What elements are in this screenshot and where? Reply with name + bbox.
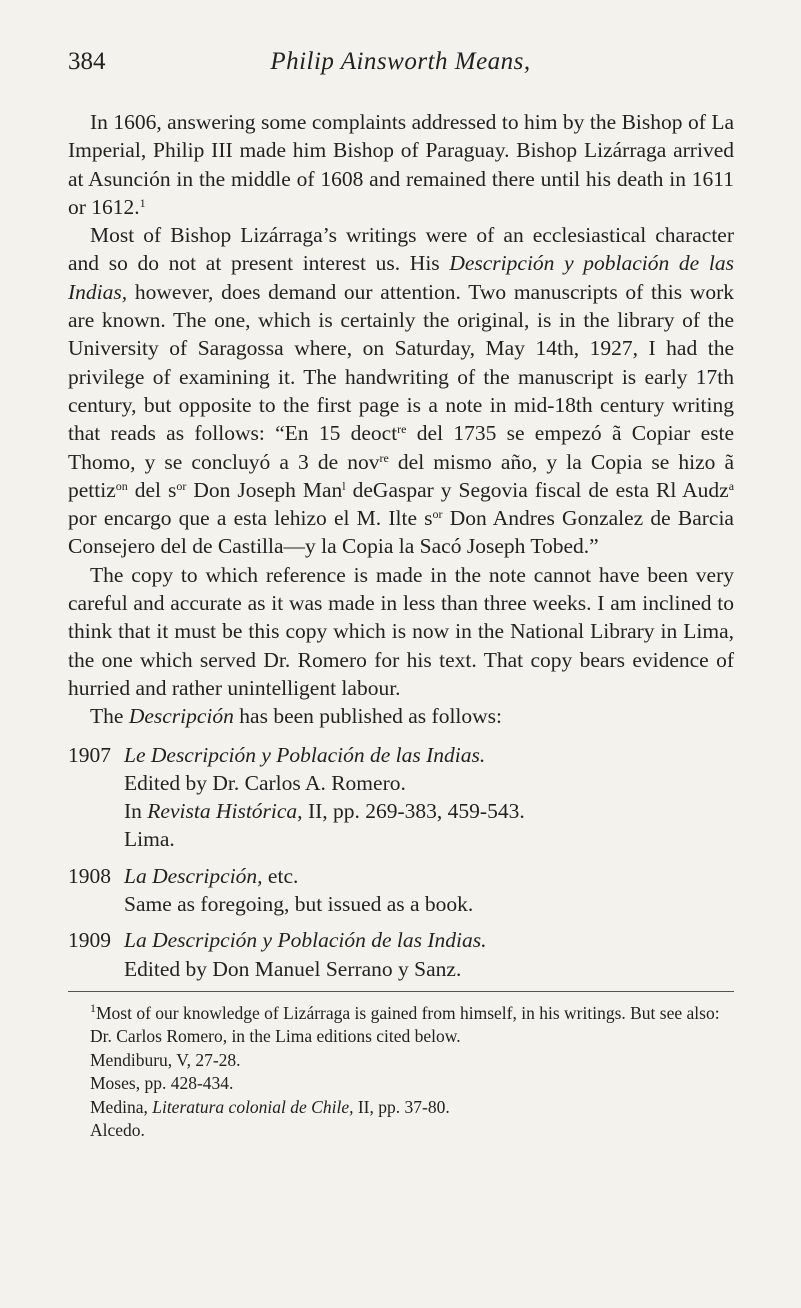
body-text (68, 108, 734, 1143)
footnote-ref: Dr. Carlos Romero, in the Lima editions cited below. (90, 1026, 461, 1047)
running-head (68, 48, 733, 84)
bib-year: 1909 (68, 928, 111, 953)
footnotes (68, 1002, 734, 1143)
bib-year: 1908 (68, 863, 111, 888)
footnote-ref: Alcedo. (90, 1120, 145, 1141)
paragraph: The Descripción has been published as follows: (90, 704, 503, 729)
footnote-mark: 1 (90, 1000, 96, 1015)
paragraph: The copy to which reference is made in the note cannot have been very careful and accurate as it was made in less than three weeks. I am inclined to think that it must be this copy which is now in the National Library in Lima, the one which served Dr. Romero for his text. That copy bears evidence of hurried and rather unintelligent labour. (68, 562, 734, 700)
footnote-divider (68, 991, 734, 992)
paragraph: In 1606, answering some complaints addressed to him by the Bishop of La Imperial, Philip III made him Bishop of Paraguay. Bishop Lizárraga arrived at Asunción in the middle of 1608 and remained there until his death in 1611 or 1612.$^1$ (68, 110, 734, 219)
bibliography-entry: 1907 Le Descripción y Población de las Indias. Edited by Dr. Carlos A. Romero. In Revista Histórica, II, pp. 269-383, 459-543. Lima. (68, 741, 734, 854)
bibliography-entry: 1908 La Descripción, etc. Same as foregoing, but issued as a book. (68, 862, 734, 919)
work-title: Descripción (128, 704, 234, 729)
footnote: $^1$Most of our knowledge of Lizárraga is gained from himself, in his writings. But see also: (90, 1000, 720, 1023)
footnote-reference: 1 (139, 195, 146, 210)
bib-year: 1907 (68, 742, 111, 767)
bib-title: La Descripción y Población de las Indias. (124, 928, 487, 953)
footnote-ref: Medina, Literatura colonial de Chile, II, pp. 37-80. (90, 1096, 450, 1117)
page-number: 384 (68, 48, 106, 75)
work-title: Descripción y población de las Indias, (68, 251, 734, 304)
bibliography-entry: 1909 La Descripción y Población de las Indias. Edited by Don Manuel Serrano y Sanz. (68, 926, 734, 983)
paragraph: Most of Bishop Lizárraga’s writings were of an ecclesiastical character and so do not at present interest us. His Descripción y población de las Indias, however, does demand our attention. Two manuscripts of this work are known. The one, which is certainly the original, is in the library of the University of Saragossa where, on Saturday, May 14th, 1927, I had the privilege of examining it. The handwriting of the manuscript is early 17th century, but opposite to the first page is a note in mid-18th century writing that reads as follows: “En 15 deoct$^{re}$ del 1735 se empezó ã Copiar este Thomo, y se concluyó a 3 de nov$^{re}$ del mismo año, y la Copia se hizo ã pettiz$^{on}$ del $s^{or}$ Don Joseph Man$^l$ deGaspar y Segovia fiscal de esta Rl Audz$^a$ por encargo que a esta lehizo el M. Ilte $s^{or}$ Don Andres Gonzalez de Barcia Consejero del de Castilla—y la Copia la Sacó Joseph Tobed.” (68, 223, 735, 559)
bib-title: La Descripción, (124, 863, 263, 888)
footnote-ref: Moses, pp. 428-434. (90, 1073, 234, 1094)
footnote-ref: Mendiburu, V, 27-28. (90, 1049, 241, 1070)
bibliography-list (68, 741, 734, 983)
running-title: Philip Ainsworth Means, (270, 48, 531, 75)
bib-title: Le Descripción y Población de las Indias. (124, 742, 486, 767)
